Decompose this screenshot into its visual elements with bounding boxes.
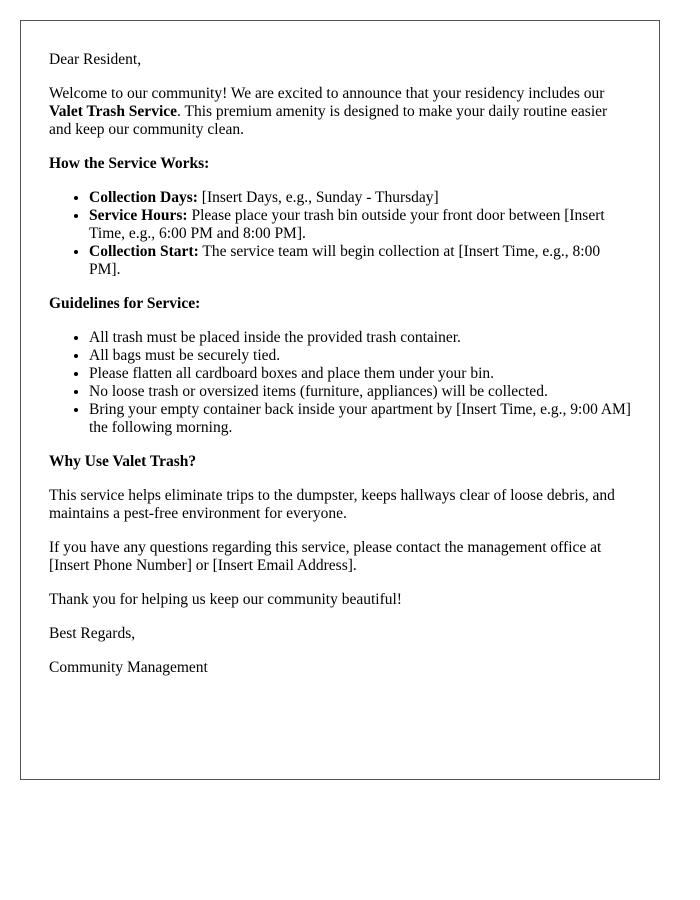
list-item: • Bring your empty container back inside your apartment by [Insert Time, e.g., 9:00 AM] the following morning. — [89, 401, 631, 437]
closing: Best Regards, — [49, 625, 136, 642]
greeting: Dear Resident, — [49, 51, 142, 68]
item-text: [Insert Days, e.g., Sunday - Thursday] — [197, 189, 439, 206]
list-item — [89, 189, 631, 207]
signature: Community Management — [49, 659, 208, 676]
guidelines-heading: Guidelines for Service: — [49, 295, 201, 312]
list-item: • Please flatten all cardboard boxes and place them under your bin. — [89, 365, 631, 383]
list-item — [89, 207, 631, 243]
why-heading: Why Use Valet Trash? — [49, 453, 197, 470]
guidelines-list — [49, 329, 631, 437]
thanks-paragraph: Thank you for helping us keep our community beautiful! — [49, 591, 402, 608]
intro-text-end: . This premium amenity is designed to make your daily routine easier and keep our community clean. — [49, 103, 608, 138]
item-text: The service team will begin collection at [Insert Time, e.g., 8:00 PM]. — [89, 243, 601, 278]
item-text: Please place your trash bin outside your front door between [Insert Time, e.g., 6:00 PM and 8:00 PM]. — [89, 207, 605, 242]
list-item: • No loose trash or oversized items (furniture, appliances) will be collected. — [89, 383, 631, 401]
intro-text-start: Welcome to our community! We are excited to announce that your residency includes our — [49, 85, 605, 102]
list-item — [89, 243, 631, 279]
list-item: • All trash must be placed inside the provided trash container. — [89, 329, 631, 347]
how-it-works-list — [49, 189, 631, 279]
why-paragraph: This service helps eliminate trips to the dumpster, keeps hallways clear of loose debris, and maintains a pest-free environment for everyone. — [49, 487, 615, 522]
item-label: Service Hours: — [89, 207, 188, 224]
intro-paragraph — [49, 85, 631, 139]
contact-paragraph: If you have any questions regarding this service, please contact the management office at [Insert Phone Number] or [Insert Email Address]. — [49, 539, 602, 574]
item-label: Collection Days: — [89, 189, 198, 206]
how-it-works-heading: How the Service Works: — [49, 155, 210, 172]
letter-page — [20, 20, 660, 780]
list-item: • All bags must be securely tied. — [89, 347, 631, 365]
service-name: Valet Trash Service — [49, 103, 178, 120]
item-label: Collection Start: — [89, 243, 199, 260]
